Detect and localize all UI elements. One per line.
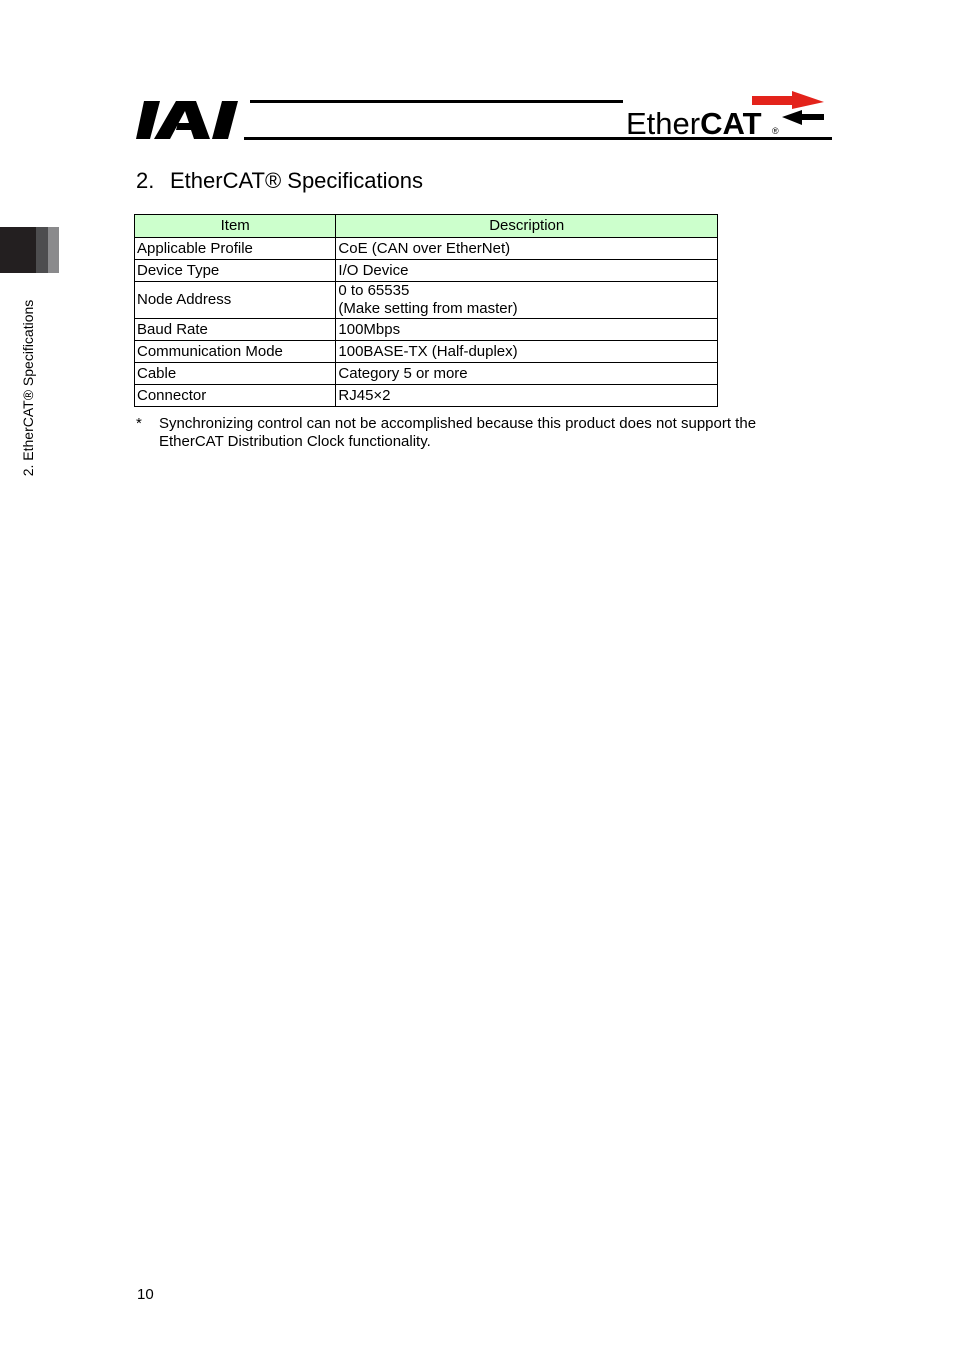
item-cell: Communication Mode: [135, 341, 336, 363]
footnote-mark: *: [136, 415, 142, 432]
header-rule-bottom: [244, 137, 832, 140]
table-row: [135, 363, 718, 385]
section-number: 2.: [136, 168, 155, 193]
ethercat-logo-suffix: CAT: [700, 106, 762, 137]
section-title: EtherCAT® Specifications: [170, 168, 424, 193]
side-tab-block-light: [48, 227, 59, 273]
footnote: [136, 415, 816, 451]
side-tab-block-dark: [0, 227, 36, 273]
page-number: 10: [137, 1286, 154, 1303]
table-header-row: [135, 215, 718, 238]
table-row: [135, 319, 718, 341]
description-cell: CoE (CAN over EtherNet): [336, 238, 718, 260]
ethercat-logo-prefix: Ether: [626, 106, 701, 137]
iai-logo: [136, 99, 246, 141]
description-cell: 100BASE-TX (Half-duplex): [336, 341, 718, 363]
description-cell: [336, 282, 718, 319]
item-cell: Device Type: [135, 260, 336, 282]
item-cell: Applicable Profile: [135, 238, 336, 260]
item-cell: Cable: [135, 363, 336, 385]
header-rule-top: [250, 100, 623, 103]
table-row: [135, 385, 718, 407]
side-tab-block-mid: [36, 227, 48, 273]
table-row: [135, 282, 718, 319]
item-cell: Baud Rate: [135, 319, 336, 341]
description-cell: 100Mbps: [336, 319, 718, 341]
description-cell: I/O Device: [336, 260, 718, 282]
item-cell: Node Address: [135, 282, 336, 319]
page-title: [136, 168, 423, 194]
table-row: [135, 260, 718, 282]
table-row: [135, 238, 718, 260]
item-cell: Connector: [135, 385, 336, 407]
column-header-item: Item: [135, 215, 336, 238]
svg-text:EtherCAT: [626, 106, 762, 137]
description-cell: RJ45×2: [336, 385, 718, 407]
description-line: 0 to 65535: [338, 282, 410, 299]
description-cell: Category 5 or more: [336, 363, 718, 385]
spec-table: [134, 214, 718, 407]
ethercat-logo-registered-mark: ®: [772, 126, 779, 136]
side-section-label: 2. EtherCAT® Specifications: [20, 299, 36, 477]
description-line: (Make setting from master): [338, 300, 518, 317]
ethercat-logo: [624, 90, 830, 137]
footnote-text: Synchronizing control can not be accomplished because this product does not support the EtherCAT Distribution Clock functionality.: [159, 415, 757, 450]
column-header-description: Description: [336, 215, 718, 238]
table-row: [135, 341, 718, 363]
